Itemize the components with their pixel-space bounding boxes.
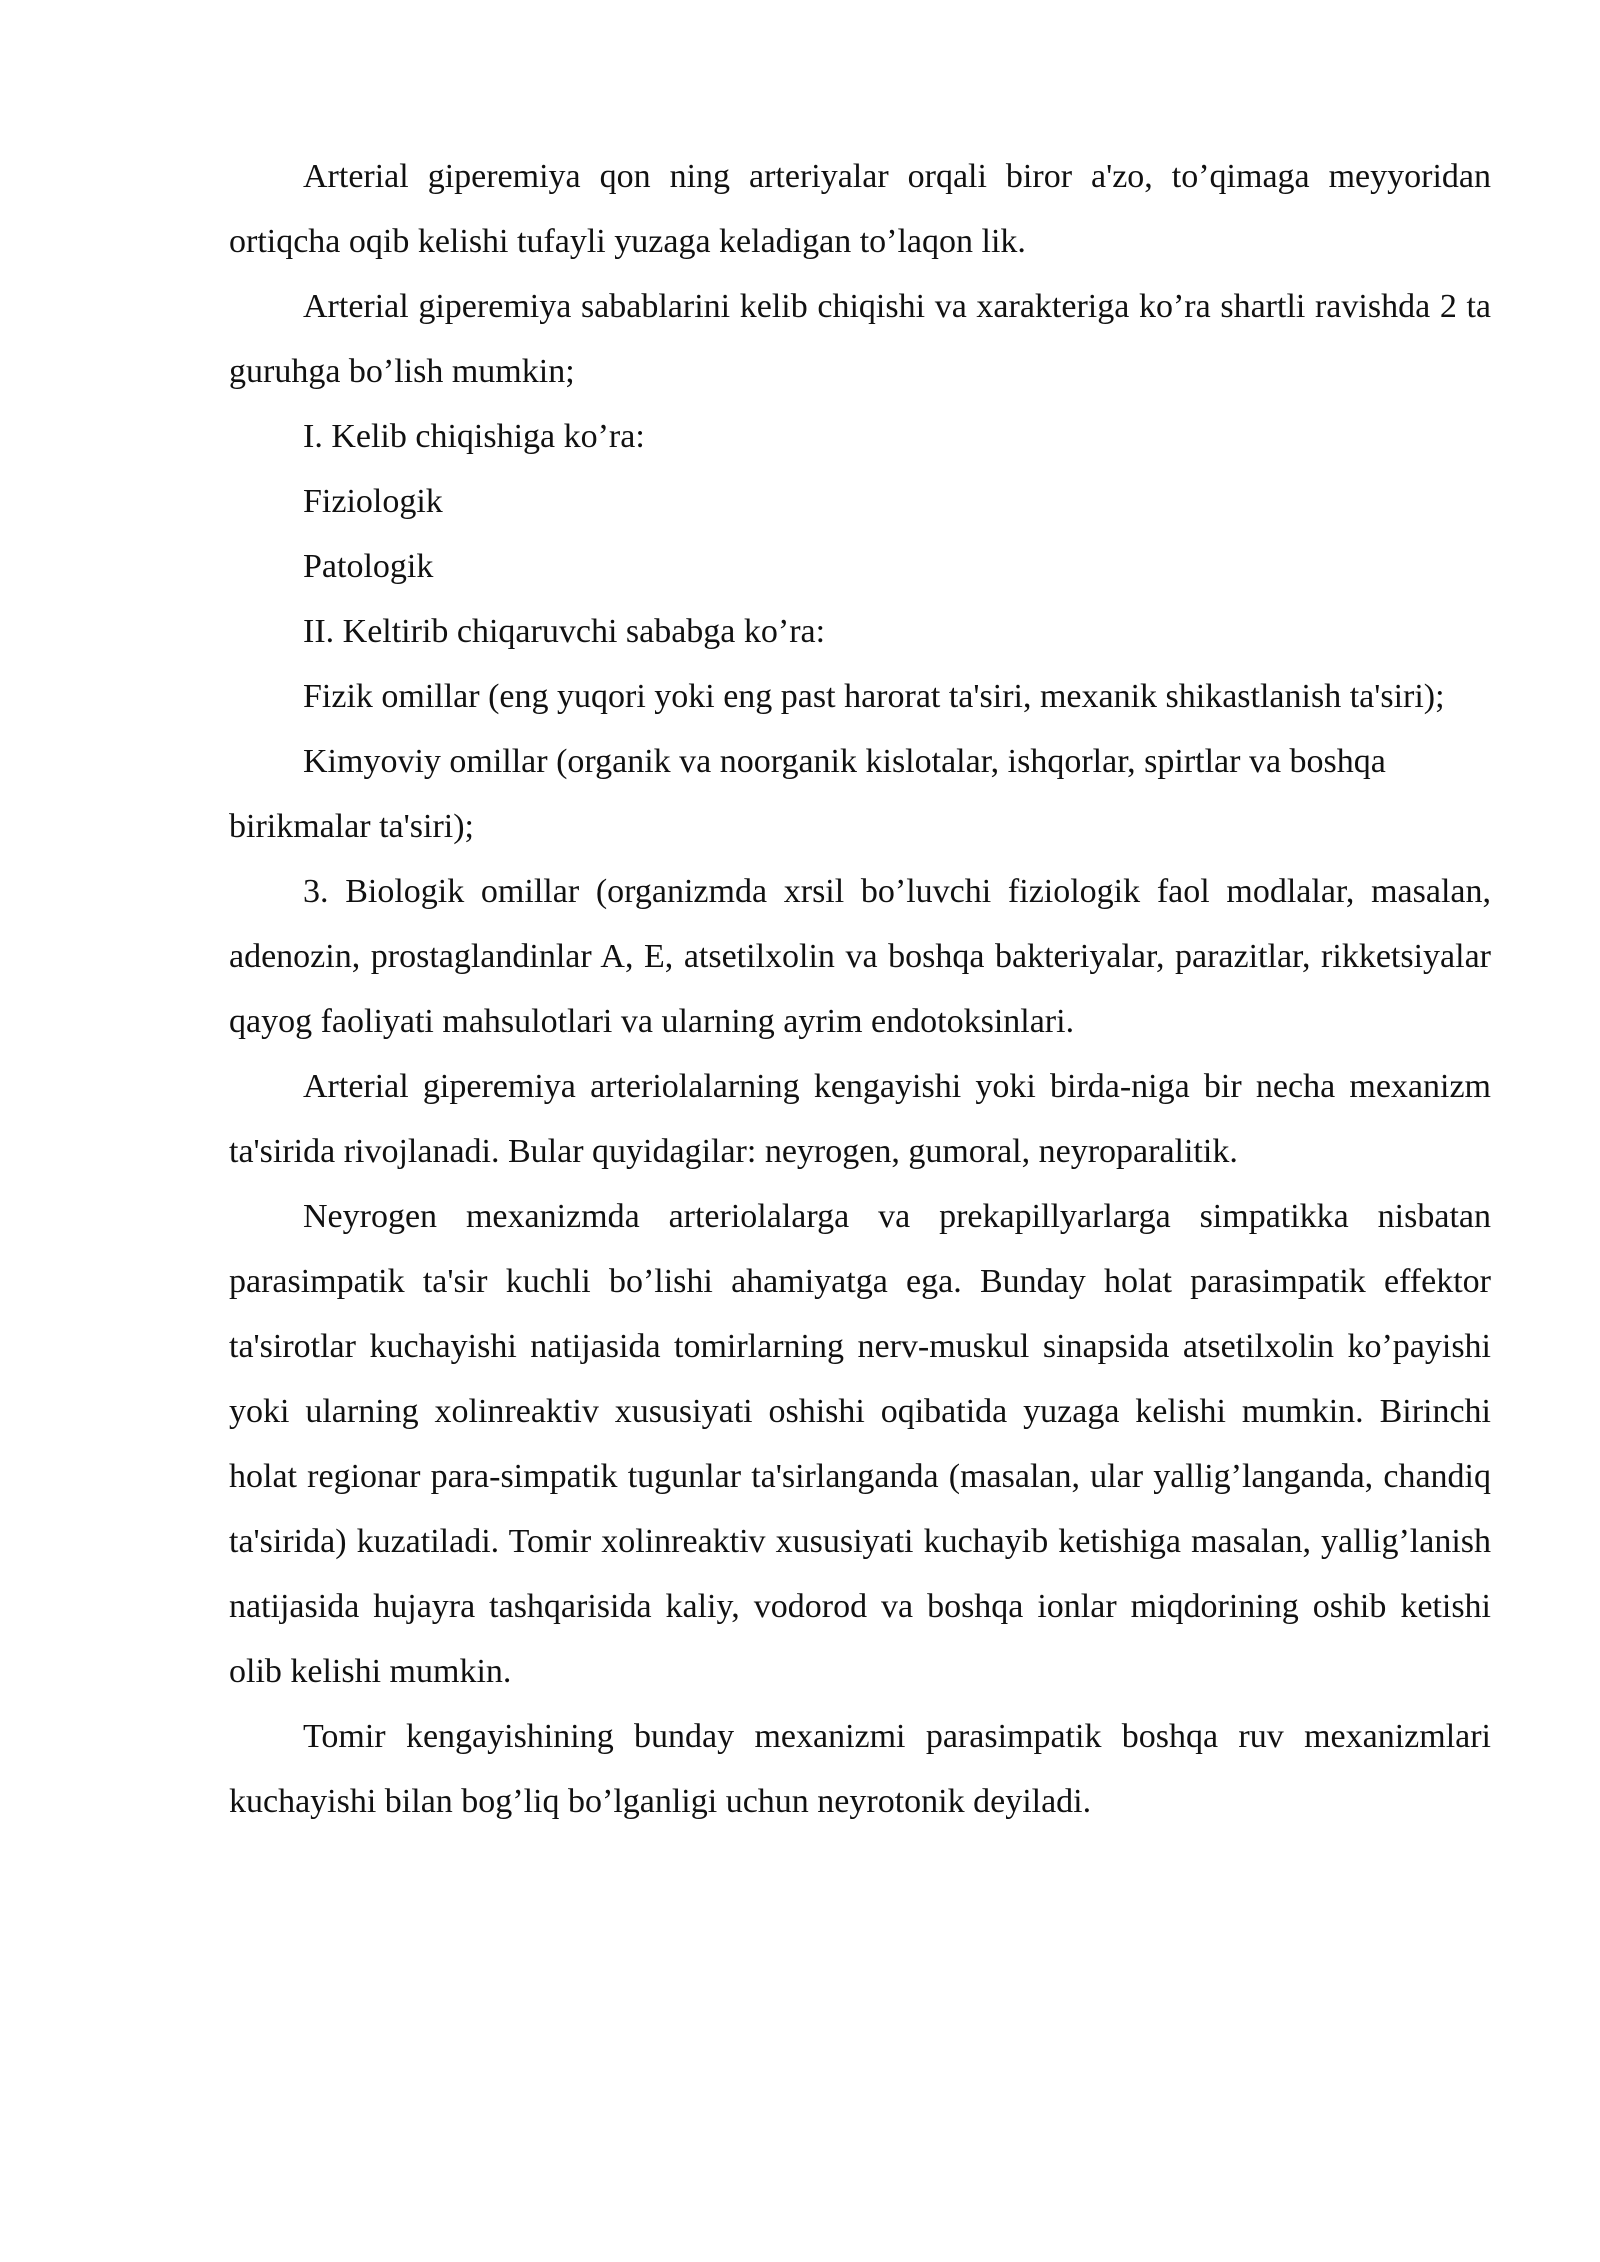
list-item-physical-factors: Fizik omillar (eng yuqori yoki eng past harorat ta'siri, mexanik shikastlanish ta'siri);: [303, 678, 1445, 715]
list-item-physiological: Fiziologik: [303, 483, 443, 520]
heading-by-origin: I. Kelib chiqishiga ko’ra:: [303, 418, 645, 455]
paragraph-mechanisms: Arterial giperemiya arteriolalarning kengayishi yoki birda-niga bir necha mexanizm ta'sirida rivojlanadi. Bular quyidagilar: neyrogen, gumoral, neyroparalitik.: [229, 1068, 1491, 1170]
paragraph-neurotonic: Tomir kengayishining bunday mexanizmi parasimpatik boshqa ruv mexanizmlari kuchayishi bilan bog’liq bo’lganligi uchun neyrotonik deyiladi.: [229, 1718, 1491, 1820]
list-item-chemical-factors: Kimyoviy omillar (organik va noorganik kislotalar, ishqorlar, spirtlar va boshqa birikmalar ta'siri);: [229, 743, 1386, 845]
list-item-biological-factors: 3. Biologik omillar (organizmda xrsil bo’luvchi fiziologik faol modlalar, masalan, adenozin, prostaglandinlar A, E, atsetilxolin va boshqa bakteriyalar, parazitlar, rikketsiyalar qayog faoliyati mahsulotlari va ularning ayrim endotoksinlari.: [229, 873, 1491, 1040]
paragraph-arterial-definition: Arterial giperemiya qon ning arteriyalar orqali biror a'zo, to’qimaga meyyoridan ortiqcha oqib kelishi tufayli yuzaga keladigan to’laqon lik.: [229, 158, 1491, 260]
heading-by-cause: II. Keltirib chiqaruvchi sababga ko’ra:: [303, 613, 826, 650]
paragraph-neurogenic-mechanism: Neyrogen mexanizmda arteriolalarga va prekapillyarlarga simpatikka nisbatan parasimpatik ta'sir kuchli bo’lishi ahamiyatga ega. Bunday holat parasimpatik effektor ta'sirotlar kuchayishi natijasida tomirlarning nerv-muskul sinapsida atsetilxolin ko’payishi yoki ularning xolinreaktiv xususiyati oshishi oqibatida yuzaga kelishi mumkin. Birinchi holat regionar para-simpatik tugunlar ta'sirlanganda (masalan, ular yallig’langanda, chandiq ta'sirida) kuzatiladi. Tomir xolinreaktiv xususiyati kuchayib ketishiga masalan, yallig’lanish natijasida hujayra tashqarisida kaliy, vodorod va boshqa ionlar miqdorining oshib ketishi olib kelishi mumkin.: [229, 1198, 1491, 1690]
list-item-pathological: Patologik: [303, 548, 434, 585]
document-body: [229, 144, 1491, 1834]
paragraph-classification-intro: Arterial giperemiya sabablarini kelib chiqishi va xarakteriga ko’ra shartli ravishda 2 ta guruhga bo’lish mumkin;: [229, 288, 1491, 390]
